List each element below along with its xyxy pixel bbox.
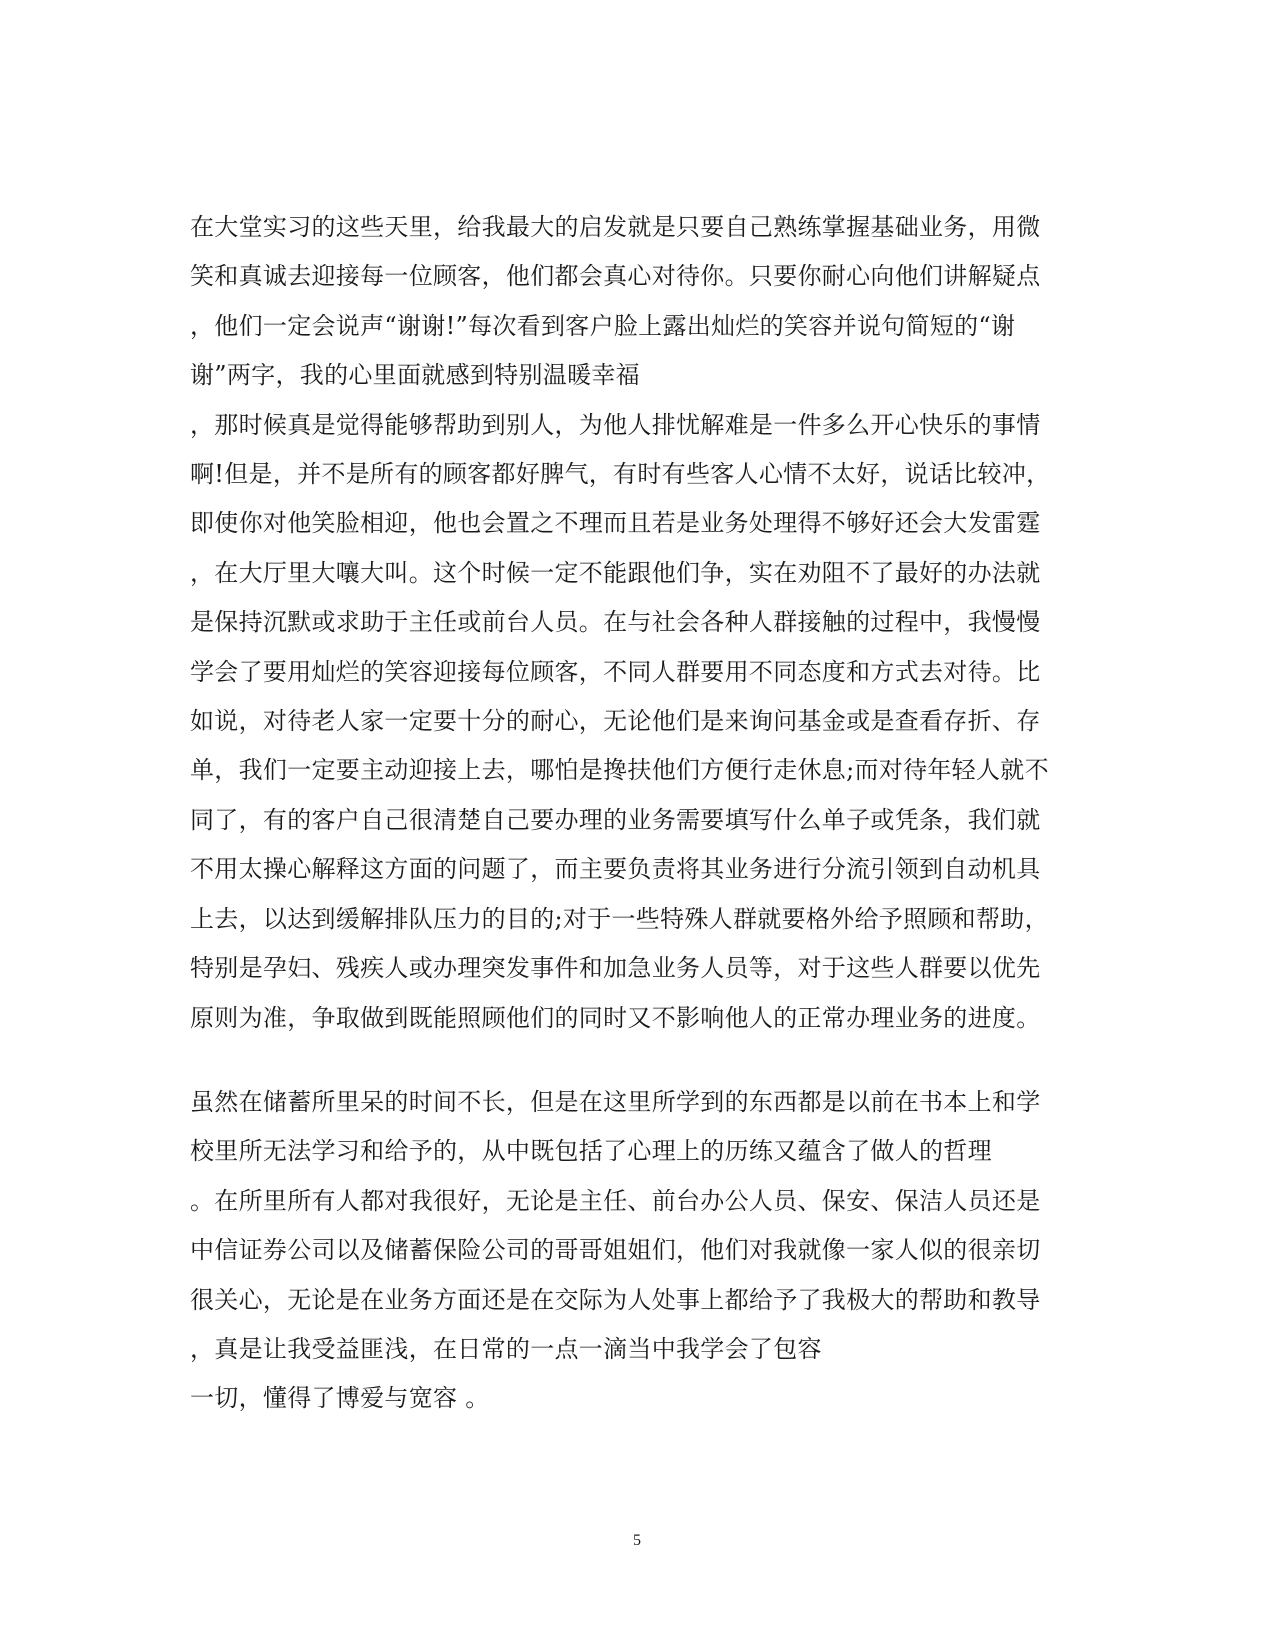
text-line: 一切，懂得了博爱与宽容 。 xyxy=(190,1384,490,1413)
text-line: 上去，以达到缓解排队压力的目的;对于一些特殊人群就要格外给予照顾和帮助， xyxy=(190,904,1049,933)
text-line: 中信证券公司以及储蓄保险公司的哥哥姐姐们，他们对我就像一家人似的很亲切 xyxy=(190,1236,1041,1265)
text-line: ，他们一定会说声“谢谢!”每次看到客户脸上露出灿烂的笑容并说句简短的“谢 xyxy=(190,311,1016,340)
text-line: 在大堂实习的这些天里，给我最大的启发就是只要自己熟练掌握基础业务，用微 xyxy=(190,213,1041,241)
paragraph-1 xyxy=(190,203,1090,1043)
text-line: 同了，有的客户自己很清楚自己要办理的业务需要填写什么单子或凭条，我们就 xyxy=(190,805,1041,834)
text-line: 校里所无法学习和给予的，从中既包括了心理上的历练又蕴含了做人的哲理 xyxy=(190,1137,992,1166)
text-line: 学会了要用灿烂的笑容迎接每位顾客，不同人群要用不同态度和方式去对待。比 xyxy=(190,657,1041,686)
text-line: 谢”两字，我的心里面就感到特别温暖幸福 xyxy=(190,361,640,390)
text-line: 原则为准，争取做到既能照顾他们的同时又不影响他人的正常办理业务的进度。 xyxy=(190,1003,1041,1032)
text-line: 很关心，无论是在业务方面还是在交际为人处事上都给予了我极大的帮助和教导 xyxy=(190,1285,1041,1314)
text-line: 是保持沉默或求助于主任或前台人员。在与社会各种人群接触的过程中，我慢慢 xyxy=(190,608,1041,637)
text-line: 。在所里所有人都对我很好，无论是主任、前台办公人员、保安、保洁人员还是 xyxy=(190,1186,1041,1215)
paragraph-2 xyxy=(190,1078,1090,1424)
text-line: 不用太操心解释这方面的问题了，而主要负责将其业务进行分流引领到自动机具 xyxy=(190,855,1041,884)
text-line: 特别是孕妇、残疾人或办理突发事件和加急业务人员等，对于这些人群要以优先 xyxy=(190,954,1041,983)
page-number: 5 xyxy=(633,1532,641,1549)
text-line: ，那时候真是觉得能够帮助到别人，为他人排忧解难是一件多么开心快乐的事情 xyxy=(190,410,1041,439)
text-line: 即使你对他笑脸相迎，他也会置之不理而且若是业务处理得不够好还会大发雷霆 xyxy=(190,509,1041,538)
text-line: 单，我们一定要主动迎接上去，哪怕是搀扶他们方便行走休息;而对待年轻人就不 xyxy=(190,756,1049,785)
text-line: 虽然在储蓄所里呆的时间不长，但是在这里所学到的东西都是以前在书本上和学 xyxy=(190,1088,1041,1116)
text-line: ，在大厅里大嚷大叫。这个时候一定不能跟他们争，实在劝阻不了最好的办法就 xyxy=(190,558,1041,587)
text-line: 啊!但是，并不是所有的顾客都好脾气，有时有些客人心情不太好，说话比较冲， xyxy=(190,460,1051,489)
text-line: ，真是让我受益匪浅，在日常的一点一滴当中我学会了包容 xyxy=(190,1335,822,1364)
text-line: 如说，对待老人家一定要十分的耐心，无论他们是来询问基金或是查看存折、存 xyxy=(190,707,1041,736)
text-line: 笑和真诚去迎接每一位顾客，他们都会真心对待你。只要你耐心向他们讲解疑点 xyxy=(190,262,1041,291)
